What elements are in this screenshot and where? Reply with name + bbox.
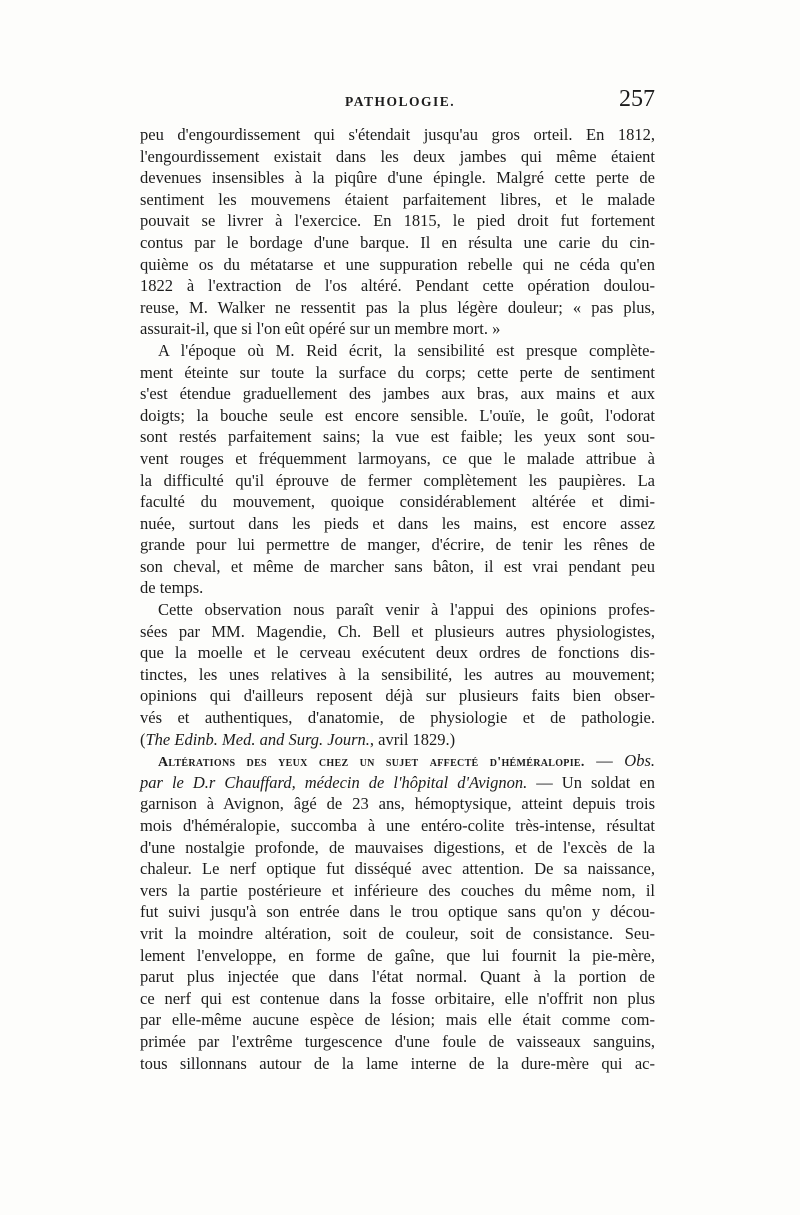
paragraph-hemeralopia-observation xyxy=(140,750,655,1074)
author-attribution: par le D.r Chauffard, médecin de l'hôpital d'Avignon. xyxy=(140,772,528,792)
text-line: quième os du métatarse et une suppuration rebelle qui ne céda qu'en xyxy=(140,254,655,274)
text-line: l'engourdissement existait dans les deux jambes qui même étaient xyxy=(140,146,655,166)
heading-dash: — xyxy=(584,751,625,771)
obs-label: Obs. xyxy=(624,751,655,771)
text-line: tinctes, les unes relatives à la sensibilité, les autres au mouvement; xyxy=(140,664,655,684)
section-heading-line xyxy=(140,750,655,772)
author-line xyxy=(140,772,655,794)
text-line: son cheval, et même de marcher sans bâton, il est vrai pendant peu xyxy=(140,556,655,576)
text-line: parut plus injectée que dans l'état normal. Quant à la portion de xyxy=(140,967,655,987)
text-line: sont restés parfaitement sains; la vue est faible; les yeux sont sou- xyxy=(140,427,655,447)
text-line: sées par MM. Magendie, Ch. Bell et plusieurs autres physiologistes, xyxy=(140,621,655,641)
text-line: nuée, surtout dans les pieds et dans les mains, est encore assez xyxy=(140,513,655,533)
text-line: sentiment les mouvemens étaient parfaitement libres, et le malade xyxy=(140,189,655,209)
text-line: vés et authentiques, d'anatomie, de physiologie et de pathologie. xyxy=(140,708,655,728)
text-line: tous sillonnans autour de la lame interne de la dure-mère qui ac- xyxy=(140,1053,655,1073)
text-line: ce nerf qui est contenue dans la fosse orbitaire, elle n'offrit non plus xyxy=(140,988,655,1008)
text-line: de temps. xyxy=(140,578,204,598)
text-line: contus par le bordage d'une barque. Il en résulta une carie du cin- xyxy=(140,232,655,252)
text-line: vent rouges et fréquemment larmoyans, ce que le malade attribue à xyxy=(140,448,655,468)
text-line: d'une nostalgie profonde, de mauvaises digestions, et de l'excès de la xyxy=(140,837,655,857)
citation-date: , avril 1829.) xyxy=(369,729,456,749)
text-line: devenues insensibles à la piqûre d'une épingle. Malgré cette perte de xyxy=(140,168,655,188)
running-title: PATHOLOGIE. xyxy=(345,94,456,109)
text-line: 1822 à l'extraction de l'os altéré. Pendant cette opération doulou- xyxy=(140,276,655,296)
text-line: Cette observation nous paraît venir à l'appui des opinions profes- xyxy=(158,600,655,620)
text-line: par elle-même aucune espèce de lésion; mais elle était comme com- xyxy=(140,1010,655,1030)
text-line: reuse, M. Walker ne ressentit pas la plus légère douleur; « pas plus, xyxy=(140,297,655,317)
text-line: s'est étendue graduellement des jambes aux bras, aux mains et aux xyxy=(140,384,655,404)
text-line: assurait-il, que si l'on eût opéré sur un membre mort. » xyxy=(140,319,501,339)
text-line: mois d'héméralopie, succomba à une entéro-colite très-intense, résultat xyxy=(140,816,655,835)
text-line: garnison à Avignon, âgé de 23 ans, hémoptysique, atteint depuis trois xyxy=(140,794,655,814)
text-line: opinions qui d'ailleurs reposent déjà sur plusieurs faits bien obser- xyxy=(140,686,655,706)
page-header xyxy=(140,86,655,118)
citation-line xyxy=(140,729,655,751)
text-line: vers la partie postérieure et inférieure des couches du même nom, il xyxy=(140,880,655,900)
text-line: chaleur. Le nerf optique fut disséqué avec attention. De sa naissance, xyxy=(140,859,655,879)
citation-open: ( xyxy=(140,729,146,749)
section-heading: Altérations des yeux chez un sujet affecté d'héméralopie. xyxy=(158,755,585,771)
text-line: primée par l'extrême turgescence d'une foule de vaisseaux sanguins, xyxy=(140,1031,655,1051)
page-number: 257 xyxy=(619,86,655,112)
paragraph-walker-case xyxy=(140,124,655,340)
text-line: faculté du mouvement, quoique considérablement altérée et dimi- xyxy=(140,492,655,512)
text-line: fut suivi jusqu'à son entrée dans le trou optique sans qu'on y décou- xyxy=(140,902,655,922)
paragraph-observation-commentary xyxy=(140,599,655,750)
text-line: peu d'engourdissement qui s'étendait jusqu'au gros orteil. En 1812, xyxy=(140,125,655,144)
author-line-rest: — Un soldat en xyxy=(527,772,655,792)
text-line: grande pour lui permettre de manger, d'écrire, de tenir les rênes de xyxy=(140,535,655,555)
citation-journal: The Edinb. Med. and Surg. Journ. xyxy=(145,729,370,749)
body-text xyxy=(140,124,655,1074)
text-line: A l'époque où M. Reid écrit, la sensibilité est presque complète- xyxy=(158,340,655,360)
paragraph-reid-account xyxy=(140,340,655,599)
text-line: vrit la moindre altération, soit de couleur, soit de consistance. Seu- xyxy=(140,923,655,943)
text-line: doigts; la bouche seule est encore sensible. L'ouïe, le goût, l'odorat xyxy=(140,405,655,425)
text-line: ment éteinte sur toute la surface du corps; cette perte de sentiment xyxy=(140,362,655,382)
text-line: la difficulté qu'il éprouve de fermer complètement les paupières. La xyxy=(140,470,655,490)
text-line: que la moelle et le cerveau exécutent deux ordres de fonctions dis- xyxy=(140,643,655,663)
text-line: lement l'enveloppe, en forme de gaîne, que lui fournit la pie-mère, xyxy=(140,945,655,965)
text-line: pouvait se livrer à l'exercice. En 1815, le pied droit fut fortement xyxy=(140,211,655,231)
